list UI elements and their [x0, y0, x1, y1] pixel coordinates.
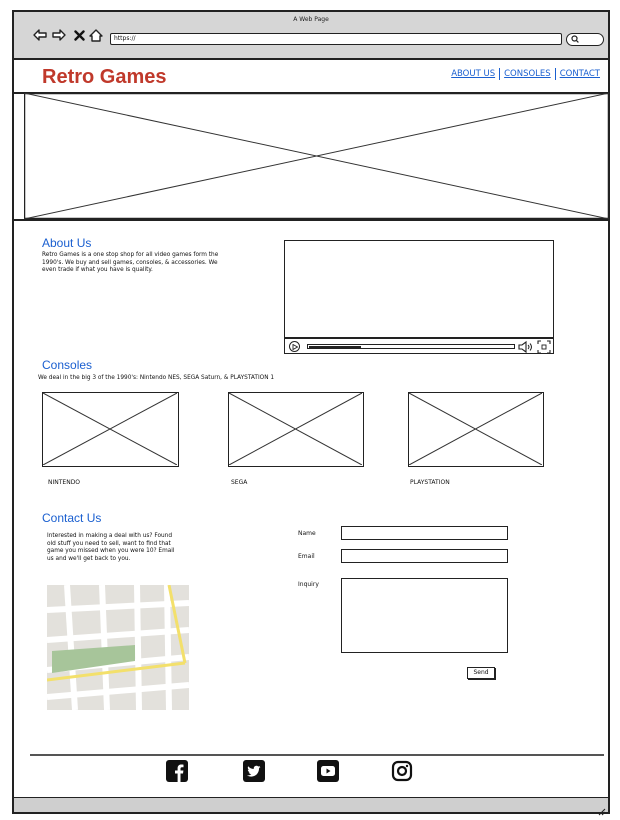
twitter-icon[interactable]	[243, 760, 265, 782]
instagram-icon[interactable]	[391, 760, 413, 782]
email-field[interactable]	[341, 549, 508, 563]
video-progress-fill	[309, 346, 361, 348]
sega-image-placeholder	[228, 392, 364, 467]
about-line: Retro Games is a one stop shop for all video games form the	[42, 252, 219, 258]
console-label-sega: SEGA	[231, 479, 248, 486]
hero-divider	[14, 219, 608, 221]
main-nav	[447, 68, 604, 80]
about-text	[42, 252, 272, 275]
nav-consoles[interactable]: CONSOLES	[500, 68, 556, 80]
email-label: Email	[298, 553, 315, 560]
contact-line: old stuff you need to sell, want to find that	[47, 540, 171, 547]
fullscreen-icon[interactable]	[537, 339, 551, 353]
nintendo-image-placeholder	[42, 392, 179, 467]
nav-about-us[interactable]: ABOUT US	[447, 68, 500, 80]
play-icon[interactable]	[289, 341, 300, 352]
contact-text	[47, 533, 197, 563]
name-label: Name	[298, 530, 316, 537]
resize-handle-icon[interactable]	[597, 801, 606, 810]
map-image[interactable]	[47, 585, 189, 710]
inquiry-textarea[interactable]	[341, 578, 508, 653]
hero-image-placeholder	[24, 93, 609, 219]
contact-line: game you missed when you were 10? Email	[47, 548, 175, 554]
home-icon[interactable]	[88, 26, 104, 44]
youtube-icon[interactable]	[317, 760, 339, 782]
close-icon[interactable]	[71, 26, 87, 44]
video-controls-divider	[285, 337, 553, 339]
back-icon[interactable]	[32, 26, 48, 44]
about-heading: About Us	[42, 236, 92, 250]
consoles-heading: Consoles	[42, 358, 93, 372]
consoles-text: We deal in the big 3 of the 1990's: Nintendo NES, SEGA Saturn, & PLAYSTATION 1	[38, 375, 275, 381]
console-label-nintendo: NINTENDO	[48, 479, 81, 486]
brand-logo[interactable]: Retro Games	[42, 66, 167, 88]
about-line: 1990's. We buy and sell games, consoles, & accessories. We	[42, 259, 218, 266]
send-button[interactable]: Send	[467, 667, 495, 679]
facebook-icon[interactable]	[166, 760, 188, 782]
playstation-image-placeholder	[408, 392, 544, 467]
contact-line: Interested in making a deal with us? Found	[47, 533, 173, 539]
contact-line: us and we'll get back to you.	[47, 555, 131, 562]
search-input[interactable]	[566, 33, 604, 46]
url-input[interactable]: https://	[110, 33, 562, 45]
nav-contact[interactable]: CONTACT	[559, 69, 600, 79]
search-icon	[571, 35, 579, 43]
about-line: even trade if what you have is quality.	[42, 267, 153, 273]
forward-icon[interactable]	[51, 26, 67, 44]
volume-icon[interactable]	[518, 339, 534, 353]
footer-divider	[30, 754, 604, 756]
contact-heading: Contact Us	[42, 511, 102, 525]
console-label-playstation: PLAYSTATION	[410, 479, 450, 486]
name-field[interactable]	[341, 526, 508, 540]
window-title: A Web Page	[293, 16, 329, 23]
inquiry-label: Inquiry	[298, 581, 319, 588]
status-bar	[14, 797, 608, 812]
